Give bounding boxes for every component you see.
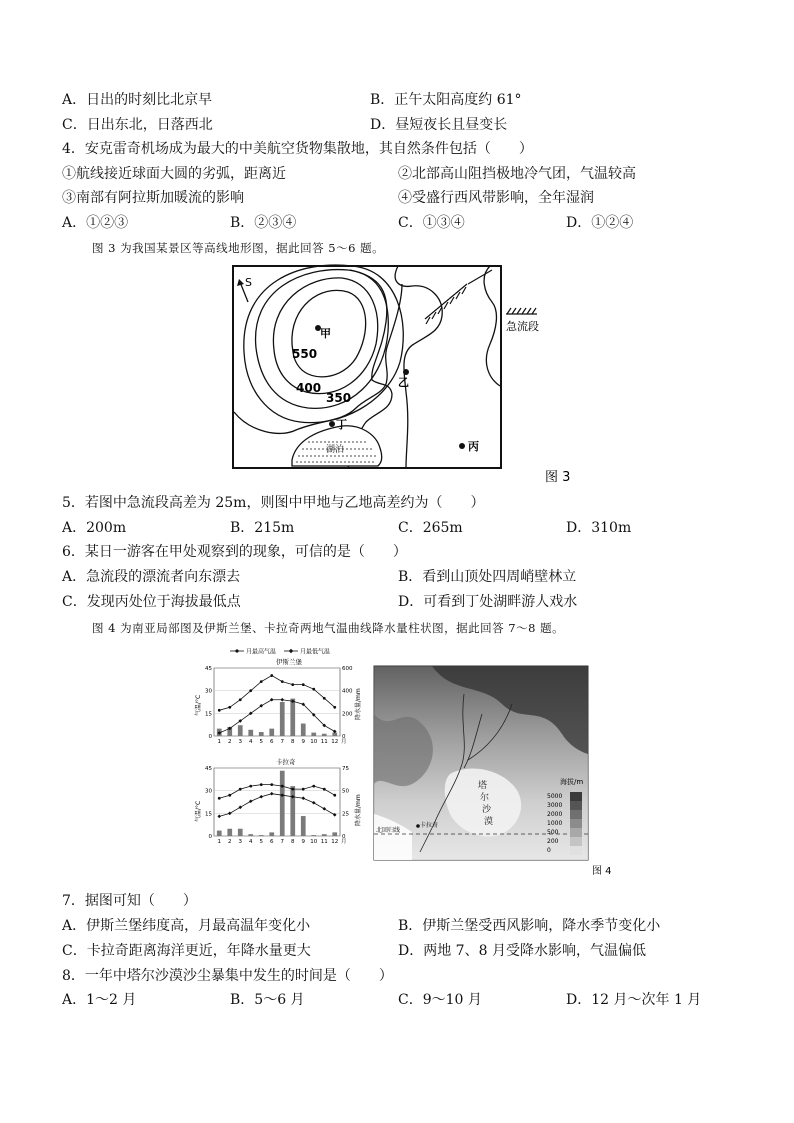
- temp-min-point: [333, 813, 337, 817]
- temp-max-point: [270, 783, 273, 786]
- contour-label-400: 400: [296, 381, 322, 395]
- legend-max-marker: [235, 649, 238, 652]
- map-karachi-label: 卡拉奇: [420, 822, 439, 829]
- month-tick-label: 6: [270, 739, 274, 745]
- contour-label-550: 550: [292, 347, 318, 361]
- point-ding: [329, 421, 335, 427]
- q4-option-b: B．②③④: [230, 215, 297, 231]
- q6-option-a: A．急流段的漂流者向东漂去: [62, 569, 241, 585]
- temp-max-point: [270, 674, 273, 677]
- precip-bar: [269, 729, 274, 736]
- q8-option-b: B．5～6 月: [230, 992, 305, 1008]
- q4-option-a: A．①②③: [62, 215, 129, 231]
- elevation-tick-label: 200: [547, 838, 559, 845]
- temp-min-point: [312, 801, 316, 805]
- q4-option-c: C．①③④: [398, 215, 465, 231]
- temp-max-point: [323, 788, 326, 791]
- prec-tick-label: 600: [342, 666, 353, 672]
- month-tick-label: 7: [280, 739, 284, 745]
- legend-rapids-icon: [506, 308, 537, 314]
- q4-statement-1: ①航线接近球面大圆的劣弧，距离近: [62, 166, 286, 182]
- precip-bar: [280, 771, 285, 836]
- temp-max-point: [281, 680, 284, 683]
- precip-bar: [248, 834, 253, 836]
- q6-option-d: D．可看到丁处湖畔游人戏水: [398, 594, 578, 610]
- temp-min-point: [270, 792, 274, 796]
- temp-min-point: [322, 807, 326, 811]
- temp-max-point: [260, 680, 263, 683]
- precip-bar: [217, 831, 222, 836]
- q5-option-c: C．265m: [398, 520, 463, 536]
- fig4-relief-map: [372, 664, 618, 878]
- legend-min-label: 月最低气温: [300, 648, 331, 656]
- precip-bar: [322, 734, 327, 736]
- fig4-label: 图 4: [592, 866, 612, 877]
- month-tick-label: 5: [259, 739, 263, 745]
- elevation-tick-label: 0: [547, 847, 551, 854]
- temp-max-point: [228, 794, 231, 797]
- point-bing: [459, 443, 465, 449]
- precip-bar: [290, 786, 295, 836]
- month-tick-label: 7: [280, 839, 284, 845]
- temp-max-line: [219, 785, 335, 799]
- q3-option-d: D．昼短夜长且昼变长: [370, 117, 508, 133]
- chart1-temp-axis-label: 气温/°C: [195, 694, 202, 716]
- elevation-tick-label: 1000: [547, 820, 563, 827]
- point-ding-label: 丁: [336, 418, 347, 431]
- chart1-prec-axis-label: 降水量/mm: [355, 688, 362, 720]
- month-tick-label: 1: [217, 839, 221, 845]
- q3-option-b: B．正午太阳高度约 61°: [370, 92, 522, 108]
- north-arrow-label: S: [245, 276, 252, 289]
- temp-min-point: [259, 795, 263, 799]
- point-jia-label: 甲: [320, 327, 331, 340]
- temp-max-point: [239, 698, 242, 701]
- temp-max-point: [291, 683, 294, 686]
- month-tick-label: 2: [228, 739, 232, 745]
- precip-bar: [311, 733, 316, 736]
- precip-bar: [259, 835, 264, 836]
- q8-stem: 8．一年中塔尔沙漠沙尘暴集中发生的时间是（ ）: [62, 968, 393, 984]
- q7-stem: 7．据图可知（ ）: [62, 893, 197, 909]
- point-yi: [403, 369, 409, 375]
- q7-option-b: B．伊斯兰堡受西风影响，降水季节变化小: [398, 918, 661, 934]
- q8-option-c: C．9～10 月: [398, 992, 482, 1008]
- point-bing-label: 丙: [468, 440, 479, 453]
- temp-min-point: [280, 698, 284, 702]
- month-tick-label: 8: [291, 739, 295, 745]
- prec-tick-label: 50: [342, 788, 349, 795]
- elevation-tick-label: 3000: [547, 802, 563, 809]
- fig3-label: 图 3: [545, 470, 571, 485]
- temp-max-point: [312, 688, 315, 691]
- precip-bar: [238, 829, 243, 836]
- month-tick-label: 4: [249, 739, 253, 745]
- contour-label-350: 350: [326, 391, 352, 405]
- temp-min-point: [249, 799, 253, 803]
- chart-karachi: [205, 766, 349, 845]
- q3-option-a: A．日出的时刻比北京早: [62, 92, 213, 108]
- q4-statement-4: ④受盛行西风带影响，全年湿润: [398, 190, 594, 206]
- precip-bar: [332, 832, 337, 836]
- desert-char-3: 沙: [482, 805, 492, 815]
- prec-tick-label: 200: [342, 711, 353, 718]
- month-unit-label: 月: [341, 739, 347, 745]
- q4-statement-3: ③南部有阿拉斯加暖流的影响: [62, 190, 244, 206]
- prec-tick-label: 400: [342, 688, 353, 695]
- temp-tick-label: 15: [205, 711, 212, 718]
- precip-bar: [322, 834, 327, 836]
- month-tick-label: 3: [238, 839, 242, 845]
- elevation-legend-title: 海拔/m: [560, 778, 584, 786]
- temp-max-point: [218, 709, 221, 712]
- temp-max-point: [239, 788, 242, 791]
- precip-bar: [301, 724, 306, 736]
- chart2-title: 卡拉奇: [276, 758, 296, 766]
- chart-islamabad: [205, 666, 353, 745]
- month-tick-label: 5: [259, 839, 263, 845]
- q6-option-b: B．看到山顶处四周峭壁林立: [398, 569, 577, 585]
- temp-tick-label: 15: [205, 811, 212, 818]
- precip-bar: [227, 829, 232, 836]
- temp-max-point: [333, 794, 336, 797]
- map-tropic-label: 北回归线: [376, 827, 401, 834]
- temp-max-point: [333, 706, 336, 709]
- month-tick-label: 2: [228, 839, 232, 845]
- temp-min-point: [217, 815, 221, 819]
- precip-bar: [238, 725, 243, 736]
- temp-tick-label: 45: [205, 766, 212, 772]
- precip-bar: [269, 832, 274, 836]
- elevation-tick-label: 5000: [547, 793, 563, 800]
- temp-max-point: [291, 788, 294, 791]
- temp-min-line: [219, 794, 335, 817]
- temp-tick-label: 45: [205, 666, 212, 672]
- temp-tick-label: 0: [208, 734, 212, 740]
- month-tick-label: 9: [301, 739, 305, 745]
- prec-tick-label: 0: [342, 834, 346, 840]
- elevation-tick-label: 2000: [547, 811, 563, 818]
- q5-stem: 5．若图中急流段高差为 25m，则图中甲地与乙地高差约为（ ）: [62, 495, 485, 511]
- month-tick-label: 12: [331, 839, 339, 845]
- q6-option-c: C．发现丙处位于海拔最低点: [62, 594, 241, 610]
- month-tick-label: 6: [270, 839, 274, 845]
- q3-option-c: C．日出东北，日落西北: [62, 117, 213, 133]
- temp-tick-label: 30: [205, 788, 212, 795]
- prec-tick-label: 0: [342, 734, 346, 740]
- q7-option-d: D．两地 7、8 月受降水影响，气温偏低: [398, 943, 646, 959]
- desert-char-2: 尔: [480, 793, 490, 803]
- precip-bar: [248, 730, 253, 736]
- plot-frame: [214, 768, 340, 836]
- temp-min-point: [301, 796, 305, 800]
- elevation-tick-label: 500: [547, 829, 559, 836]
- elevation-legend-bar: [570, 792, 582, 855]
- month-tick-label: 8: [291, 839, 295, 845]
- lake-label: 湖泊: [326, 445, 345, 455]
- legend-rapids-label: 急流段: [506, 320, 539, 333]
- q5-option-b: B．215m: [230, 520, 295, 536]
- month-tick-label: 1: [217, 739, 221, 745]
- precip-bar: [301, 816, 306, 836]
- month-tick-label: 9: [301, 839, 305, 845]
- temp-max-point: [281, 785, 284, 788]
- climate-legend: [230, 648, 330, 656]
- month-tick-label: 11: [320, 839, 328, 845]
- chart2-prec-axis-label: 降水量/mm: [355, 794, 362, 826]
- fig3-caption: 图 3 为我国某景区等高线地形图，据此回答 5～6 题。: [92, 241, 385, 255]
- q6-stem: 6．某日一游客在甲处观察到的现象，可信的是（ ）: [62, 544, 407, 560]
- q7-option-c: C．卡拉奇距离海洋更近，年降水量更大: [62, 943, 311, 959]
- temp-max-line: [219, 676, 335, 711]
- q4-stem: 4．安克雷奇机场成为最大的中美航空货物集散地，其自然条件包括（ ）: [62, 141, 533, 157]
- q8-option-a: A．1～2 月: [62, 992, 137, 1008]
- point-yi-label: 乙: [398, 376, 409, 389]
- temp-min-point: [238, 805, 242, 809]
- q8-option-d: D．12 月～次年 1 月: [566, 992, 702, 1008]
- precip-bar: [290, 699, 295, 736]
- month-tick-label: 3: [238, 739, 242, 745]
- precip-bar: [259, 732, 264, 736]
- legend-max-label: 月最高气温: [246, 648, 277, 656]
- q4-statement-2: ②北部高山阻挡极地冷气团，气温较高: [398, 166, 636, 182]
- q4-option-d: D．①②④: [566, 215, 634, 231]
- desert-char-4: 漠: [484, 817, 494, 827]
- prec-tick-label: 75: [342, 766, 349, 772]
- fig4-caption: 图 4 为南亚局部图及伊斯兰堡、卡拉奇两地气温曲线降水量柱状图，据此回答 7～8 题。: [92, 621, 565, 635]
- temp-min-point: [270, 698, 274, 702]
- precip-bar: [280, 702, 285, 736]
- temp-max-point: [218, 797, 221, 800]
- fig3-contour-map: [230, 262, 585, 494]
- temp-max-point: [302, 788, 305, 791]
- month-tick-label: 4: [249, 839, 253, 845]
- q5-option-a: A．200m: [62, 520, 127, 536]
- chart1-title: 伊斯兰堡: [276, 658, 302, 666]
- temp-max-point: [312, 785, 315, 788]
- temp-max-point: [249, 785, 252, 788]
- temp-min-point: [228, 812, 232, 816]
- prec-tick-label: 25: [342, 811, 349, 818]
- chart2-temp-axis-label: 气温/°C: [195, 800, 202, 822]
- temp-max-point: [323, 697, 326, 700]
- temp-tick-label: 0: [208, 834, 212, 840]
- month-unit-label: 月: [341, 839, 347, 845]
- fig4-climate-charts: [196, 644, 364, 856]
- legend-min-marker: [289, 649, 293, 653]
- q5-option-d: D．310m: [566, 520, 632, 536]
- temp-max-point: [260, 783, 263, 786]
- desert-char-1: 塔: [478, 781, 488, 791]
- q7-option-a: A．伊斯兰堡纬度高，月最高温年变化小: [62, 918, 311, 934]
- month-tick-label: 12: [331, 739, 339, 745]
- temp-min-line: [219, 700, 335, 733]
- month-tick-label: 11: [320, 739, 328, 745]
- month-tick-label: 10: [310, 739, 318, 745]
- temp-max-point: [228, 706, 231, 709]
- temp-max-point: [302, 683, 305, 686]
- temp-max-point: [249, 689, 252, 692]
- temp-tick-label: 30: [205, 688, 212, 695]
- month-tick-label: 10: [310, 839, 318, 845]
- precip-bar: [311, 835, 316, 836]
